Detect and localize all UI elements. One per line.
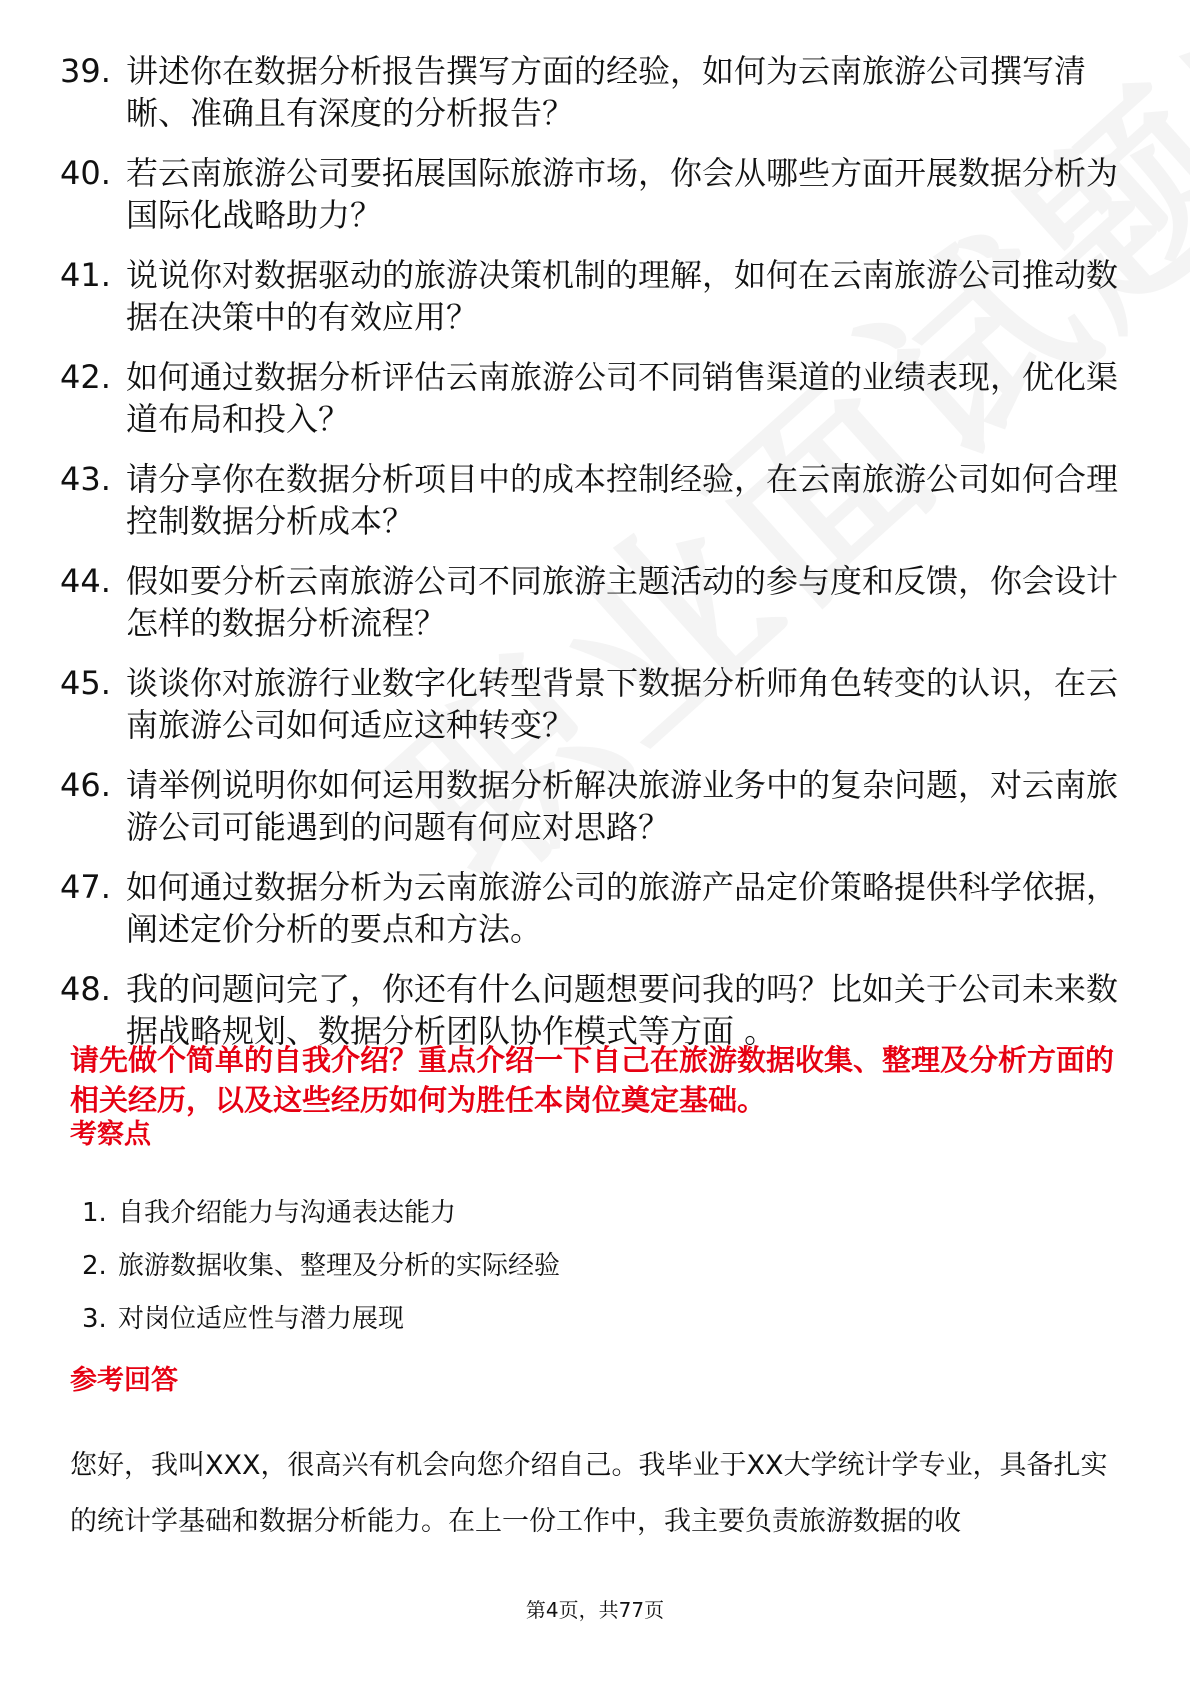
page-footer: 第4页，共77页 — [525, 1598, 665, 1622]
assessment-item — [82, 1196, 560, 1230]
question-item — [60, 458, 1120, 542]
question-item — [60, 356, 1120, 440]
assessment-number: 3. — [82, 1304, 107, 1334]
assessment-list — [82, 1196, 560, 1355]
assessment-item — [82, 1249, 560, 1283]
question-item — [60, 662, 1120, 746]
featured-question: 请先做个简单的自我介绍？重点介绍一下自己在旅游数据收集、整理及分析方面的相关经历，以及这些经历如何为胜任本岗位奠定基础。 — [70, 1043, 1115, 1117]
question-number: 43. — [60, 460, 111, 498]
assessment-item — [82, 1302, 560, 1336]
question-text: 若云南旅游公司要拓展国际旅游市场，你会从哪些方面开展数据分析为国际化战略助力？ — [126, 154, 1119, 234]
question-text: 说说你对数据驱动的旅游决策机制的理解，如何在云南旅游公司推动数据在决策中的有效应用？ — [126, 256, 1119, 336]
question-number: 46. — [60, 766, 111, 804]
question-number: 48. — [60, 970, 111, 1008]
question-item — [60, 560, 1120, 644]
reference-answer: 您好，我叫XXX，很高兴有机会向您介绍自己。我毕业于XX大学统计学专业，具备扎实的统计学基础和数据分析能力。在上一份工作中，我主要负责旅游数据的收 — [70, 1450, 1108, 1537]
question-number: 45. — [60, 664, 111, 702]
question-text: 谈谈你对旅游行业数字化转型背景下数据分析师角色转变的认识，在云南旅游公司如何适应这种转变？ — [126, 664, 1119, 744]
assessment-number: 1. — [82, 1198, 107, 1228]
question-number: 42. — [60, 358, 111, 396]
question-list — [60, 50, 1120, 1070]
assessment-text: 自我介绍能力与沟通表达能力 — [118, 1198, 457, 1228]
question-number: 39. — [60, 52, 111, 90]
question-number: 47. — [60, 868, 111, 906]
question-item — [60, 50, 1120, 134]
question-text: 请举例说明你如何运用数据分析解决旅游业务中的复杂问题，对云南旅游公司可能遇到的问题有何应对思路？ — [126, 766, 1119, 846]
question-item — [60, 764, 1120, 848]
question-text: 请分享你在数据分析项目中的成本控制经验，在云南旅游公司如何合理控制数据分析成本？ — [126, 460, 1119, 540]
assessment-text: 旅游数据收集、整理及分析的实际经验 — [118, 1251, 561, 1281]
question-item — [60, 254, 1120, 338]
assessment-number: 2. — [82, 1251, 107, 1281]
assessment-text: 对岗位适应性与潜力展现 — [118, 1304, 405, 1334]
question-item — [60, 152, 1120, 236]
question-text: 我的问题问完了，你还有什么问题想要问我的吗？比如关于公司未来数据战略规划、数据分析团队协作模式等方面 。 — [126, 970, 1119, 1050]
question-number: 44. — [60, 562, 111, 600]
question-text: 讲述你在数据分析报告撰写方面的经验，如何为云南旅游公司撰写清晰、准确且有深度的分析报告？ — [126, 52, 1087, 132]
question-number: 40. — [60, 154, 111, 192]
question-text: 如何通过数据分析评估云南旅游公司不同销售渠道的业绩表现，优化渠道布局和投入？ — [126, 358, 1119, 438]
assessment-heading: 考察点 — [70, 1119, 151, 1150]
question-item — [60, 866, 1120, 950]
reference-heading: 参考回答 — [70, 1365, 178, 1396]
question-number: 41. — [60, 256, 111, 294]
question-text: 如何通过数据分析为云南旅游公司的旅游产品定价策略提供科学依据，阐述定价分析的要点和方法。 — [126, 868, 1119, 948]
question-text: 假如要分析云南旅游公司不同旅游主题活动的参与度和反馈，你会设计怎样的数据分析流程？ — [126, 562, 1119, 642]
